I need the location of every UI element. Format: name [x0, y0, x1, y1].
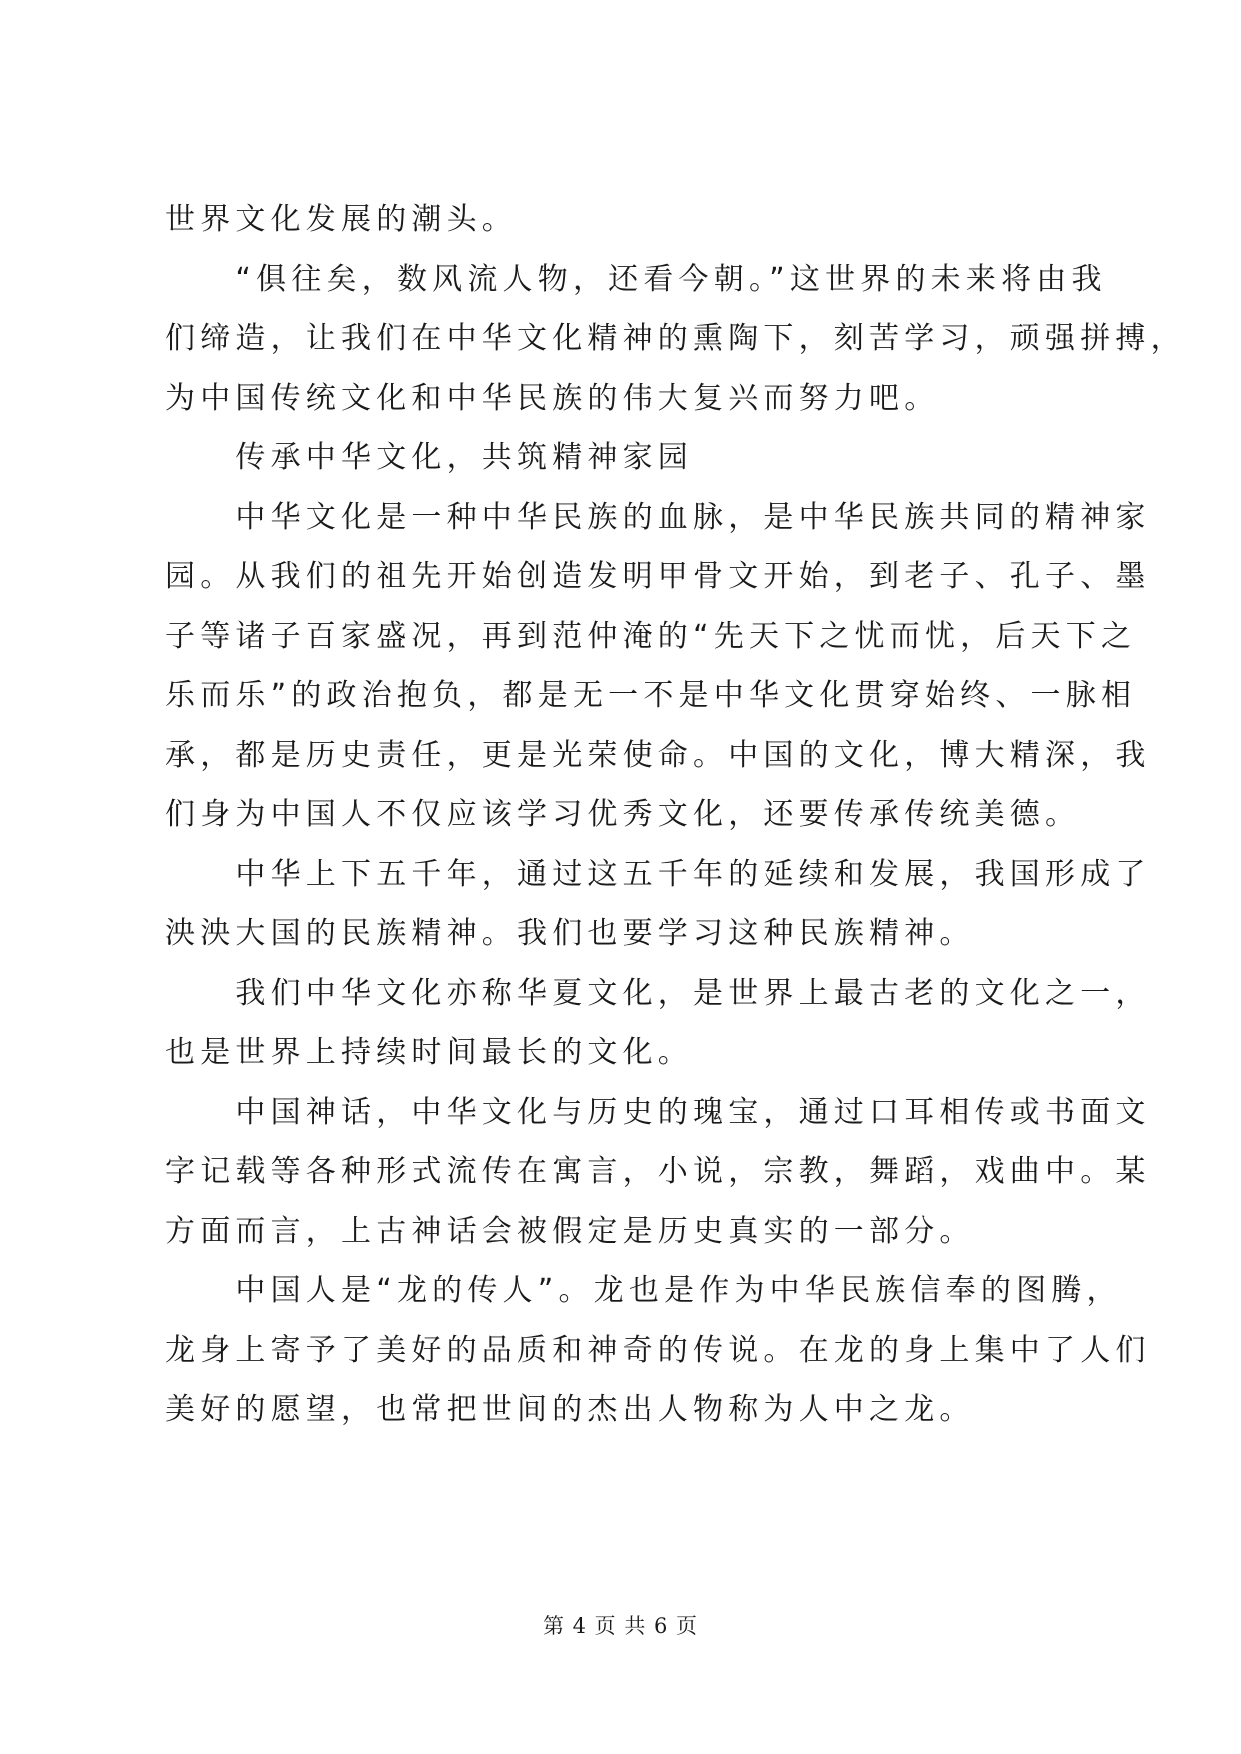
- text-line: 世界文化发展的潮头。: [165, 202, 517, 237]
- text-line: 也是世界上持续时间最长的文化。: [165, 1035, 693, 1070]
- text-line: 子等诸子百家盛况，再到范仲淹的“先天下之忧而忧，后天下之: [165, 618, 1137, 654]
- text-line: 我们中华文化亦称华夏文化，是世界上最古老的文化之一，: [165, 975, 1151, 1011]
- text-line: 园。从我们的祖先开始创造发明甲骨文开始，到老子、孔子、墨: [165, 559, 1151, 594]
- text-line: 中华文化是一种中华民族的血脉，是中华民族共同的精神家: [165, 499, 1151, 535]
- text-line: 字记载等各种形式流传在寓言，小说，宗教，舞蹈，戏曲中。某: [165, 1154, 1151, 1189]
- text-line: 承，都是历史责任，更是光荣使命。中国的文化，博大精深，我: [165, 737, 1151, 773]
- text-line: 方面而言，上古神话会被假定是历史真实的一部分。: [165, 1213, 975, 1249]
- document-body: [165, 190, 1186, 1440]
- text-line: 们缔造，让我们在中华文化精神的熏陶下，刻苦学习，顽强拼搏，: [165, 321, 1186, 356]
- text-line: 中国人是“龙的传人”。龙也是作为中华民族信奉的图腾，: [165, 1273, 1122, 1308]
- text-line: 美好的愿望，也常把世间的杰出人物称为人中之龙。: [165, 1392, 975, 1427]
- section-heading: 传承中华文化，共筑精神家园: [165, 440, 693, 475]
- text-line: 为中国传统文化和中华民族的伟大复兴而努力吧。: [165, 380, 940, 416]
- page-number-footer: 第 4 页 共 6 页: [542, 1614, 699, 1638]
- text-line: “俱往矣，数风流人物，还看今朝。”这世界的未来将由我: [165, 261, 1107, 297]
- text-line: 泱泱大国的民族精神。我们也要学习这种民族精神。: [165, 916, 975, 951]
- text-line: 中华上下五千年，通过这五千年的延续和发展，我国形成了: [165, 856, 1151, 892]
- text-line: 中国神话，中华文化与历史的瑰宝，通过口耳相传或书面文: [165, 1094, 1151, 1130]
- text-line: 乐而乐”的政治抱负，都是无一不是中华文化贯穿始终、一脉相: [165, 678, 1137, 713]
- text-line: 龙身上寄予了美好的品质和神奇的传说。在龙的身上集中了人们: [165, 1332, 1151, 1368]
- text-line: 们身为中国人不仅应该学习优秀文化，还要传承传统美德。: [165, 797, 1081, 832]
